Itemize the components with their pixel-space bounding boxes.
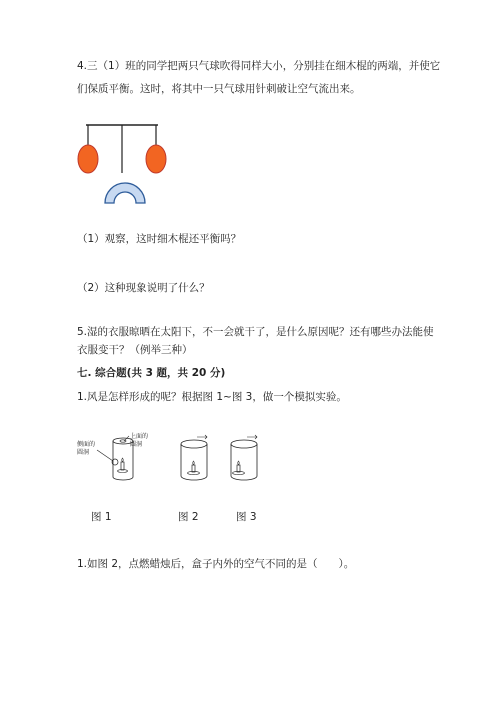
fig1-top-label-1: 上面的 [130,433,149,440]
figure-1-caption: 图 1 [91,511,112,523]
q5-line2: 衣服变干？（例举三种） [77,344,193,356]
figure-2-caption: 图 2 [178,511,199,523]
section7-title: 七. 综合题(共 3 题，共 20 分) [77,367,226,379]
figure-3 [225,434,265,484]
q4-line2: 们保质平衡。这时，将其中一只气球用针刺破让空气流出来。 [77,83,361,95]
q4-sub1: （1）观察，这时细木棍还平衡吗？ [77,233,242,245]
fig1-top-label-2: 圆洞 [130,441,143,448]
q1-question: 1.如图 2，点燃蜡烛后，盒子内外的空气不同的是（ ）。 [77,558,355,570]
arch-base [105,183,145,203]
right-balloon [146,145,166,173]
figure-3-caption: 图 3 [236,511,257,523]
fig1-side-label-2: 圆洞 [77,449,90,456]
figure-2 [175,434,215,484]
q4-sub2: （2）这种现象说明了什么？ [77,282,210,294]
q1-intro: 1.风是怎样形成的呢？根据图 1~图 3，做一个模拟实验。 [77,391,347,403]
fig1-side-label-1: 侧面的 [77,441,96,448]
q4-line1: 4.三（1）班的同学把两只气球吹得同样大小，分别挂在细木棍的两端，并使它 [77,60,441,72]
q5-line1: 5.湿的衣服晾晒在太阳下，不一会就干了，是什么原因呢？还有哪些办法能使 [77,326,434,338]
balance-diagram [72,117,182,207]
left-balloon [78,145,98,173]
